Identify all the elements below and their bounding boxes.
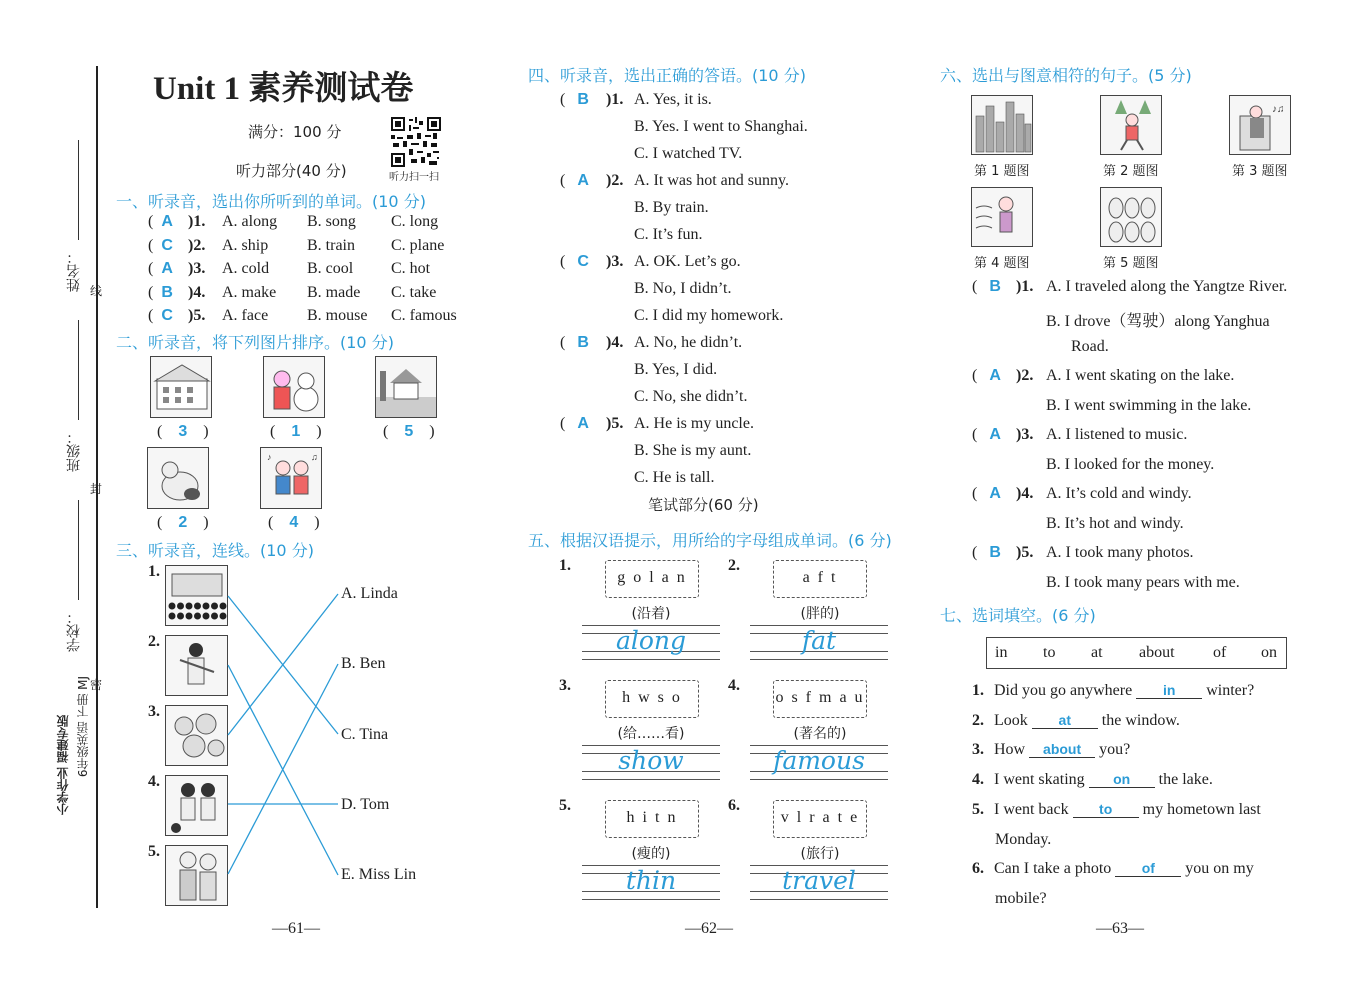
- option-a: A. I took many photos.: [1046, 544, 1194, 561]
- chinese-hint: (给……看): [617, 726, 685, 742]
- question-number: 4.: [972, 771, 984, 788]
- picture-windy: [971, 187, 1033, 247]
- caption-4: 第 4 题图: [974, 256, 1030, 271]
- svg-text:♫: ♫: [311, 452, 318, 462]
- item-number: 5.: [559, 797, 571, 814]
- item-number: 5.: [148, 843, 160, 860]
- question-row: [560, 91, 712, 109]
- answer-letter: C: [161, 236, 173, 254]
- option-b: B. I drove（驾驶）along Yanghua: [1046, 313, 1270, 330]
- option-c: C. take: [391, 283, 437, 301]
- question-number: )1.: [1016, 278, 1034, 295]
- answer-bracket[interactable]: ( A: [560, 172, 589, 189]
- written-answer[interactable]: fat: [801, 626, 837, 655]
- word-bank-item: of: [1213, 644, 1227, 661]
- scrambled-letters: h w s o: [622, 689, 682, 706]
- item-number: 1.: [148, 563, 160, 580]
- caption-2: 第 2 题图: [1103, 164, 1159, 179]
- option-a: A. ship: [222, 236, 269, 254]
- fill-row: [972, 682, 1254, 700]
- answer-blank[interactable]: of: [1115, 860, 1181, 877]
- school-label: 学校：: [66, 610, 82, 652]
- sentence-end: you?: [1099, 741, 1131, 758]
- question-row: [972, 367, 1234, 385]
- word-bank: [986, 637, 1287, 669]
- answer-bracket[interactable]: ( A: [148, 213, 173, 230]
- question-number: 1.: [972, 682, 984, 699]
- sentence-start: I went back: [994, 801, 1069, 818]
- letter-box: [773, 800, 867, 838]
- qr-caption: 听力扫一扫: [389, 172, 439, 183]
- question-number: 2.: [972, 712, 984, 729]
- listening-heading: 听力部分(40 分): [236, 162, 347, 180]
- question-number: )4.: [1016, 485, 1034, 502]
- option-b: B. I went swimming in the lake.: [1046, 397, 1252, 414]
- answer-letter: B: [989, 544, 1001, 561]
- option-c: C. No, she didn’t.: [634, 388, 748, 405]
- match-name[interactable]: C. Tina: [341, 725, 389, 743]
- series-title: 小学作业 福建专版: [56, 715, 70, 816]
- caption-1: 第 1 题图: [974, 164, 1030, 179]
- option-a: A. make: [222, 283, 277, 301]
- fill-row: [972, 801, 1261, 819]
- question-number: )3.: [1016, 426, 1034, 443]
- order-blank-1[interactable]: ( 3 ): [157, 423, 209, 440]
- answer-bracket[interactable]: ( B: [972, 544, 1001, 561]
- page-number-61: —61—: [272, 920, 320, 937]
- letter-box: [773, 680, 867, 718]
- written-answer[interactable]: travel: [782, 866, 856, 895]
- question-row: [560, 172, 789, 190]
- question-row: [972, 485, 1192, 503]
- word-bank-item: at: [1091, 644, 1103, 661]
- question-row: [560, 415, 754, 433]
- option-b: B. I looked for the money.: [1046, 456, 1215, 473]
- option-a: A. face: [222, 307, 269, 324]
- letter-box: [773, 560, 867, 598]
- sentence-continued: mobile?: [995, 890, 1047, 907]
- chinese-hint: (沿着): [631, 606, 671, 622]
- option-a: A. I traveled along the Yangtze River.: [1046, 278, 1288, 295]
- page-number-62: —62—: [685, 920, 733, 937]
- page-number-63: —63—: [1096, 920, 1144, 937]
- answer-bracket[interactable]: ( A: [560, 415, 589, 432]
- writing-line: [750, 779, 888, 780]
- series-subtitle: 6年级英语 下册 MJ: [76, 676, 90, 778]
- option-a: A. along: [222, 213, 278, 230]
- answer-blank[interactable]: in: [1136, 682, 1202, 699]
- answer-blank[interactable]: about: [1029, 741, 1095, 758]
- section3-title: 三、听录音，连线。(10 分): [116, 541, 314, 560]
- option-c: C. He is tall.: [634, 469, 715, 486]
- item-number: 3.: [148, 703, 160, 720]
- answer-bracket[interactable]: ( A: [972, 426, 1001, 443]
- question-number: 6.: [972, 860, 984, 877]
- fill-row: [972, 860, 1254, 878]
- written-answer[interactable]: show: [618, 746, 684, 775]
- question-number: )5.: [188, 307, 206, 324]
- sentence-end: you on my: [1185, 860, 1254, 877]
- option-b: B. Yes, I did.: [634, 361, 718, 378]
- writing-line: [750, 659, 888, 660]
- section6-title: 六、选出与图意相符的句子。(5 分): [940, 66, 1192, 85]
- mark-feng: 封: [90, 482, 103, 496]
- question-number: )5.: [1016, 544, 1034, 561]
- option-a: A. Yes, it is.: [634, 91, 712, 108]
- option-b: B. made: [307, 283, 361, 301]
- sentence-continued: Monday.: [995, 831, 1052, 848]
- option-b: B. mouse: [307, 307, 368, 324]
- section5-title: 五、根据汉语提示，用所给的字母组成单词。(6 分): [528, 531, 892, 550]
- option-c: C. I did my homework.: [634, 307, 784, 324]
- picture-skating: [1100, 95, 1162, 155]
- fill-row: [972, 771, 1213, 789]
- mark-mi: 密: [90, 678, 103, 692]
- chinese-hint: (旅行): [800, 846, 840, 862]
- question-number: )2.: [606, 172, 624, 189]
- answer-letter: C: [161, 307, 173, 324]
- option-a: A. No, he didn’t.: [634, 334, 743, 351]
- option-b: B. train: [307, 236, 355, 254]
- question-number: 3.: [972, 741, 984, 758]
- writing-heading: 笔试部分(60 分): [648, 496, 759, 514]
- question-number: 5.: [972, 801, 984, 818]
- answer-letter: A: [989, 485, 1001, 502]
- question-number: )1.: [188, 213, 206, 230]
- scrambled-letters: a f t: [802, 569, 838, 586]
- option-c: C. famous: [391, 307, 457, 324]
- answer-letter: B: [577, 91, 589, 108]
- sentence-end: winter?: [1206, 682, 1255, 699]
- letter-box: [605, 800, 699, 838]
- section4-title: 四、听录音，选出正确的答语。(10 分): [528, 66, 806, 85]
- scrambled-letters: h i t n: [626, 809, 678, 826]
- option-c: C. hot: [391, 260, 431, 277]
- order-blank-5[interactable]: ( 4 ): [268, 514, 320, 531]
- question-number: )3.: [188, 260, 206, 277]
- option-b: B. By train.: [634, 199, 709, 216]
- answer-letter: A: [577, 415, 589, 432]
- item-number: 1.: [559, 557, 571, 574]
- option-b: B. No, I didn’t.: [634, 280, 732, 297]
- sentence-end: the lake.: [1158, 771, 1213, 788]
- option-b: B. cool: [307, 260, 354, 277]
- option-c: C. I watched TV.: [634, 145, 743, 162]
- section1-title: 一、听录音，选出你所听到的单词。(10 分): [116, 192, 426, 211]
- sentence-start: Can I take a photo: [994, 860, 1112, 877]
- question-row: [560, 334, 742, 352]
- letter-box: [605, 560, 699, 598]
- option-b: B. It’s hot and windy.: [1046, 515, 1184, 532]
- svg-text:♪♫: ♪♫: [1272, 104, 1285, 115]
- sentence-start: I went skating: [994, 771, 1085, 788]
- option-a: A. I went skating on the lake.: [1046, 367, 1235, 384]
- sentence-end: the window.: [1101, 712, 1180, 729]
- option-c: C. long: [391, 213, 439, 230]
- option-a: A. I listened to music.: [1046, 426, 1188, 443]
- answer-bracket[interactable]: ( C: [148, 236, 173, 254]
- answer-bracket[interactable]: ( B: [148, 283, 173, 301]
- item-number: 2.: [728, 557, 740, 574]
- option-b: B. song: [307, 213, 356, 230]
- answer-letter: A: [577, 172, 589, 189]
- answer-blank[interactable]: at: [1032, 712, 1098, 729]
- sentence-end: my hometown last: [1142, 801, 1261, 818]
- svg-text:♪: ♪: [267, 452, 272, 462]
- answer-bracket[interactable]: ( A: [148, 260, 173, 277]
- question-number: )2.: [188, 236, 206, 254]
- picture-music: [1229, 95, 1291, 155]
- picture-pears: [1100, 187, 1162, 247]
- answer-blank[interactable]: to: [1073, 801, 1139, 818]
- option-a: A. He is my uncle.: [634, 415, 754, 432]
- item-number: 2.: [148, 633, 160, 650]
- answer-letter: B: [989, 278, 1001, 295]
- question-row: [972, 278, 1287, 296]
- writing-line: [582, 779, 720, 780]
- writing-line: [582, 899, 720, 900]
- picture-city-skyline: [971, 95, 1033, 155]
- page-title: Unit 1 素养测试卷: [153, 71, 414, 107]
- written-answer[interactable]: along: [615, 626, 687, 655]
- chinese-hint: (胖的): [800, 606, 840, 622]
- order-blank-3[interactable]: ( 5 ): [383, 423, 435, 440]
- answer-bracket[interactable]: ( B: [560, 334, 589, 351]
- answer-bracket[interactable]: ( C: [148, 307, 173, 324]
- option-b: B. She is my aunt.: [634, 442, 752, 459]
- question-number: )4.: [606, 334, 624, 351]
- match-name[interactable]: D. Tom: [341, 795, 390, 813]
- answer-letter: A: [989, 426, 1001, 443]
- word-bank-item: in: [995, 644, 1008, 661]
- writing-line: [582, 659, 720, 660]
- question-row: [560, 253, 741, 271]
- matching-lines: [0, 0, 480, 999]
- letter-box: [605, 680, 699, 718]
- name-label: 姓名：: [66, 250, 82, 292]
- question-number: )1.: [606, 91, 624, 108]
- item-number: 6.: [728, 797, 740, 814]
- section2-title: 二、听录音，将下列图片排序。(10 分): [116, 333, 394, 352]
- option-b: B. Yes. I went to Shanghai.: [634, 118, 808, 135]
- item-number: 4.: [148, 773, 160, 790]
- question-row: [972, 544, 1194, 562]
- answer-letter: A: [161, 213, 173, 230]
- option-c: C. plane: [391, 236, 445, 254]
- question-number: )5.: [606, 415, 624, 432]
- answer-bracket[interactable]: ( B: [560, 91, 589, 108]
- word-bank-item: about: [1139, 644, 1175, 661]
- word-bank-item: to: [1043, 644, 1056, 661]
- sentence-start: Did you go anywhere: [994, 682, 1133, 699]
- option-b: B. I took many pears with me.: [1046, 574, 1240, 591]
- question-number: )2.: [1016, 367, 1034, 384]
- question-number: )3.: [606, 253, 624, 270]
- option-a: A. OK. Let’s go.: [634, 253, 741, 270]
- question-row: [972, 426, 1187, 444]
- answer-letter: B: [161, 283, 173, 301]
- caption-3: 第 3 题图: [1232, 164, 1288, 179]
- option-a: A. cold: [222, 260, 270, 277]
- answer-letter: B: [577, 334, 589, 351]
- full-score: 满分：100 分: [248, 123, 342, 141]
- answer-bracket[interactable]: ( A: [972, 367, 1001, 384]
- option-a: A. It was hot and sunny.: [634, 172, 789, 189]
- question-number: )4.: [188, 283, 206, 301]
- written-answer[interactable]: famous: [773, 746, 865, 775]
- answer-letter: A: [161, 260, 173, 277]
- option-c: C. It’s fun.: [634, 226, 703, 243]
- fill-row: [972, 741, 1130, 759]
- caption-5: 第 5 题图: [1103, 256, 1159, 271]
- answer-bracket[interactable]: ( C: [560, 253, 589, 270]
- word-bank-item: on: [1261, 644, 1277, 661]
- answer-letter: C: [577, 253, 589, 270]
- written-answer[interactable]: thin: [625, 866, 677, 895]
- fill-row: [972, 712, 1180, 730]
- mark-xian: 线: [90, 284, 103, 298]
- match-name[interactable]: E. Miss Lin: [341, 866, 417, 884]
- order-blank-4[interactable]: ( 2 ): [157, 514, 209, 531]
- option-a: A. It’s cold and windy.: [1046, 485, 1192, 502]
- match-name[interactable]: B. Ben: [341, 655, 386, 673]
- item-number: 3.: [559, 677, 571, 694]
- option-b-continued: Road.: [1071, 338, 1109, 355]
- item-number: 4.: [728, 677, 740, 694]
- class-label: 班级：: [66, 430, 82, 472]
- sentence-start: Look: [994, 712, 1028, 729]
- answer-letter: A: [989, 367, 1001, 384]
- chinese-hint: (瘦的): [631, 846, 671, 862]
- scrambled-letters: g o l a n: [617, 569, 687, 586]
- scrambled-letters: v l r a t e: [780, 809, 860, 826]
- answer-blank[interactable]: on: [1089, 771, 1155, 788]
- answer-bracket[interactable]: ( B: [972, 278, 1001, 295]
- match-name[interactable]: A. Linda: [341, 585, 398, 602]
- chinese-hint: (著名的): [793, 726, 847, 742]
- answer-bracket[interactable]: ( A: [972, 485, 1001, 502]
- writing-line: [750, 899, 888, 900]
- sentence-start: How: [994, 741, 1026, 758]
- order-blank-2[interactable]: ( 1 ): [270, 423, 322, 440]
- section7-title: 七、选词填空。(6 分): [940, 606, 1096, 625]
- scrambled-letters: o s f m a u: [775, 689, 865, 706]
